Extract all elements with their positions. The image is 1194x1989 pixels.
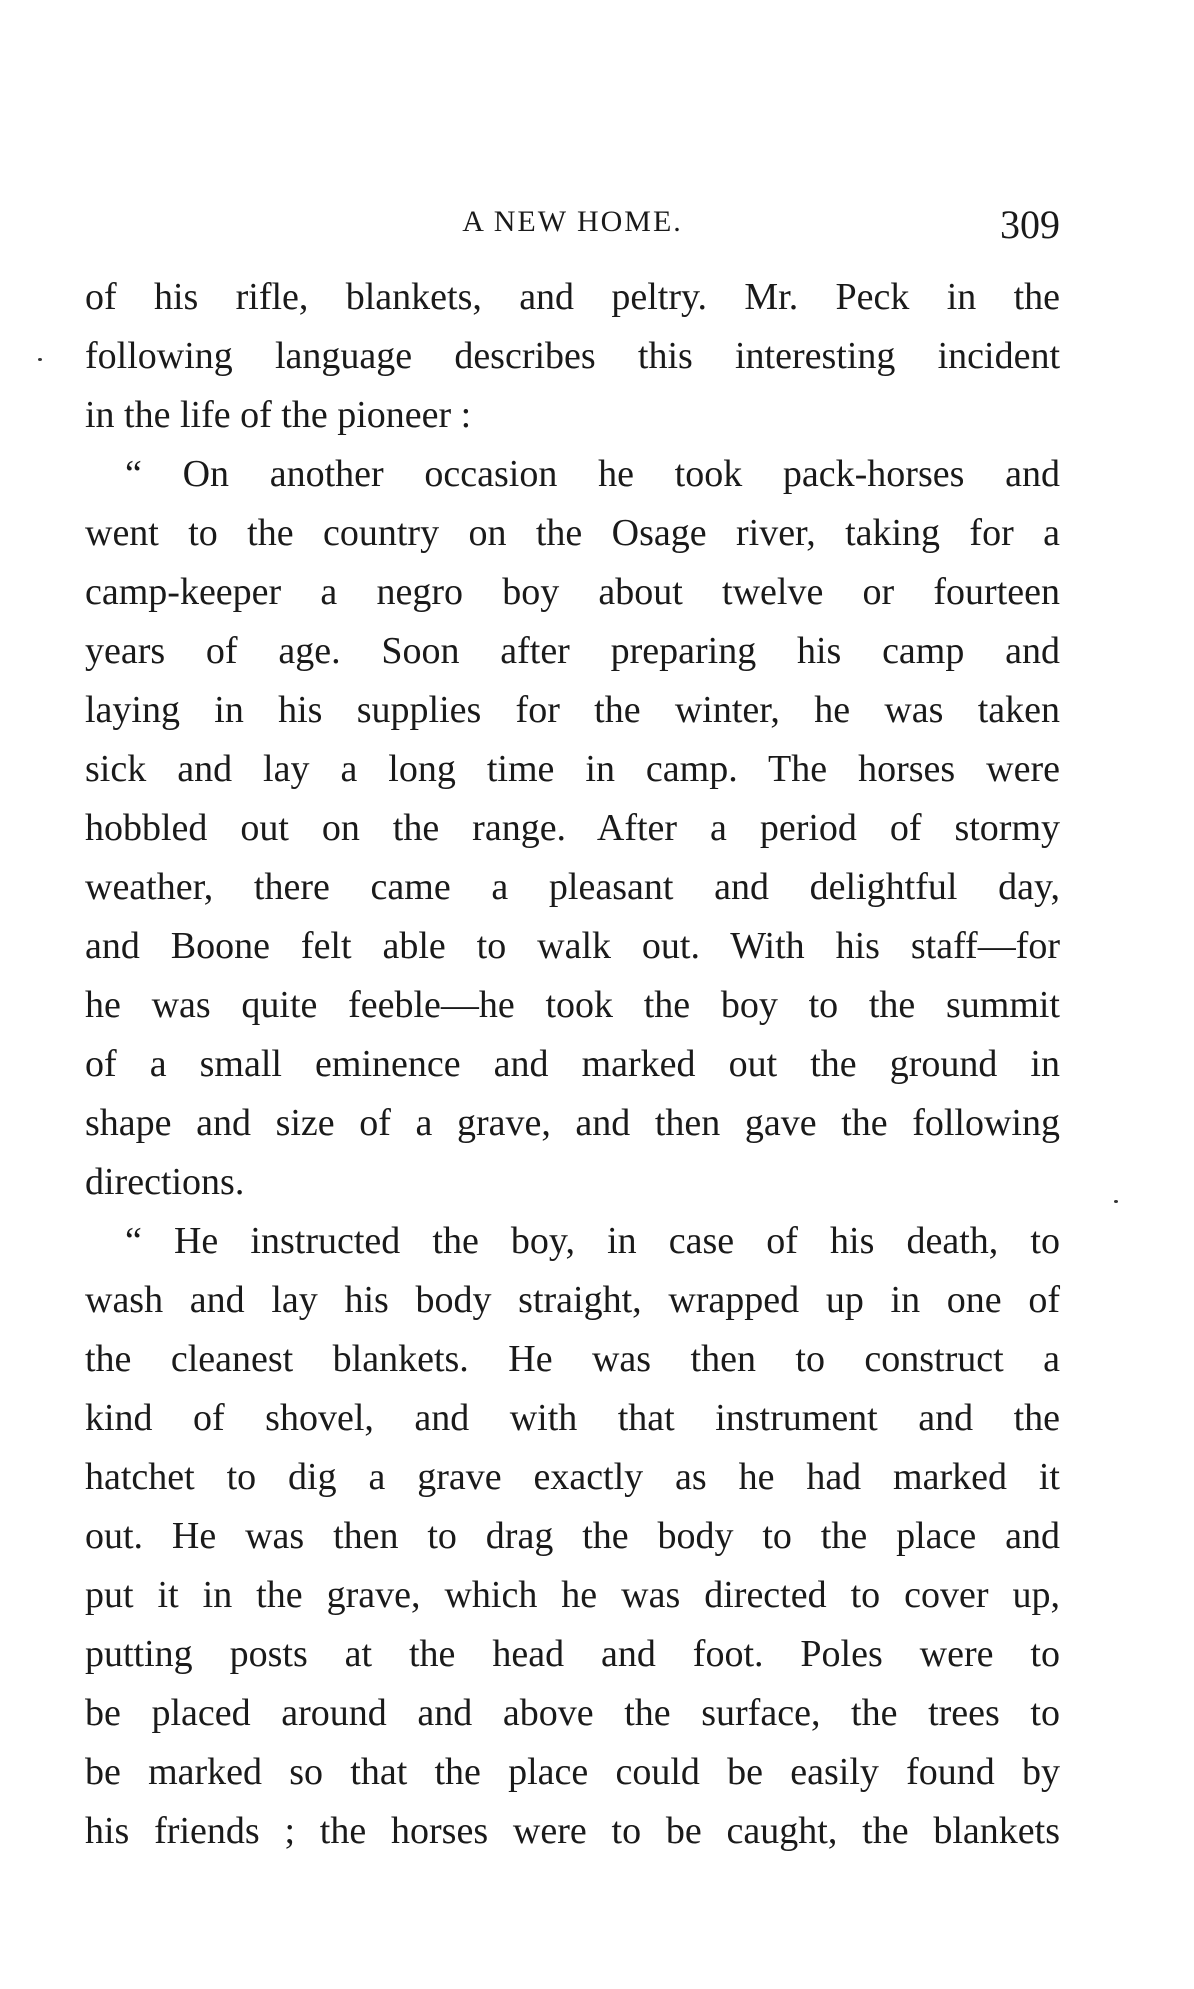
text-line: weather, there came a pleasant and delightful day, (85, 866, 1060, 908)
ink-speck (1114, 1200, 1118, 1203)
text-line: following language describes this interesting incident (85, 335, 1060, 377)
text-line: out. He was then to drag the body to the place and (85, 1515, 1060, 1557)
ink-speck (38, 358, 42, 361)
body-text (85, 268, 1060, 1861)
text-line: “ On another occasion he took pack-horses and (125, 453, 1060, 495)
text-line: hatchet to dig a grave exactly as he had marked it (85, 1456, 1060, 1498)
page-number: 309 (1000, 202, 1060, 247)
text-line: years of age. Soon after preparing his camp and (85, 630, 1060, 672)
text-line: of his rifle, blankets, and peltry. Mr. Peck in the (85, 276, 1060, 318)
text-line: the cleanest blankets. He was then to construct a (85, 1338, 1060, 1380)
paragraph (85, 268, 1060, 445)
text-line: putting posts at the head and foot. Poles were to (85, 1633, 1060, 1675)
text-line: he was quite feeble—he took the boy to the summit (85, 984, 1060, 1026)
text-line: of a small eminence and marked out the ground in (85, 1043, 1060, 1085)
text-line: his friends ; the horses were to be caught, the blankets (85, 1810, 1060, 1852)
paragraph (85, 445, 1060, 1212)
running-head (85, 202, 1060, 255)
text-line: sick and lay a long time in camp. The horses were (85, 748, 1060, 790)
text-line: camp-keeper a negro boy about twelve or fourteen (85, 571, 1060, 613)
running-title: A NEW HOME. (462, 205, 683, 238)
text-line: laying in his supplies for the winter, he was taken (85, 689, 1060, 731)
text-line: went to the country on the Osage river, taking for a (85, 512, 1060, 554)
text-line: wash and lay his body straight, wrapped up in one of (85, 1279, 1060, 1321)
text-line: directions. (85, 1161, 245, 1203)
text-line: kind of shovel, and with that instrument and the (85, 1397, 1060, 1439)
text-line: “ He instructed the boy, in case of his death, to (125, 1220, 1060, 1262)
text-line: be placed around and above the surface, the trees to (85, 1692, 1060, 1734)
text-line: in the life of the pioneer : (85, 394, 472, 436)
text-line: shape and size of a grave, and then gave the following (85, 1102, 1060, 1144)
text-line: and Boone felt able to walk out. With his staff—for (85, 925, 1060, 967)
text-line: hobbled out on the range. After a period of stormy (85, 807, 1060, 849)
text-line: be marked so that the place could be easily found by (85, 1751, 1060, 1793)
paragraph (85, 1212, 1060, 1861)
text-line: put it in the grave, which he was directed to cover up, (85, 1574, 1060, 1616)
